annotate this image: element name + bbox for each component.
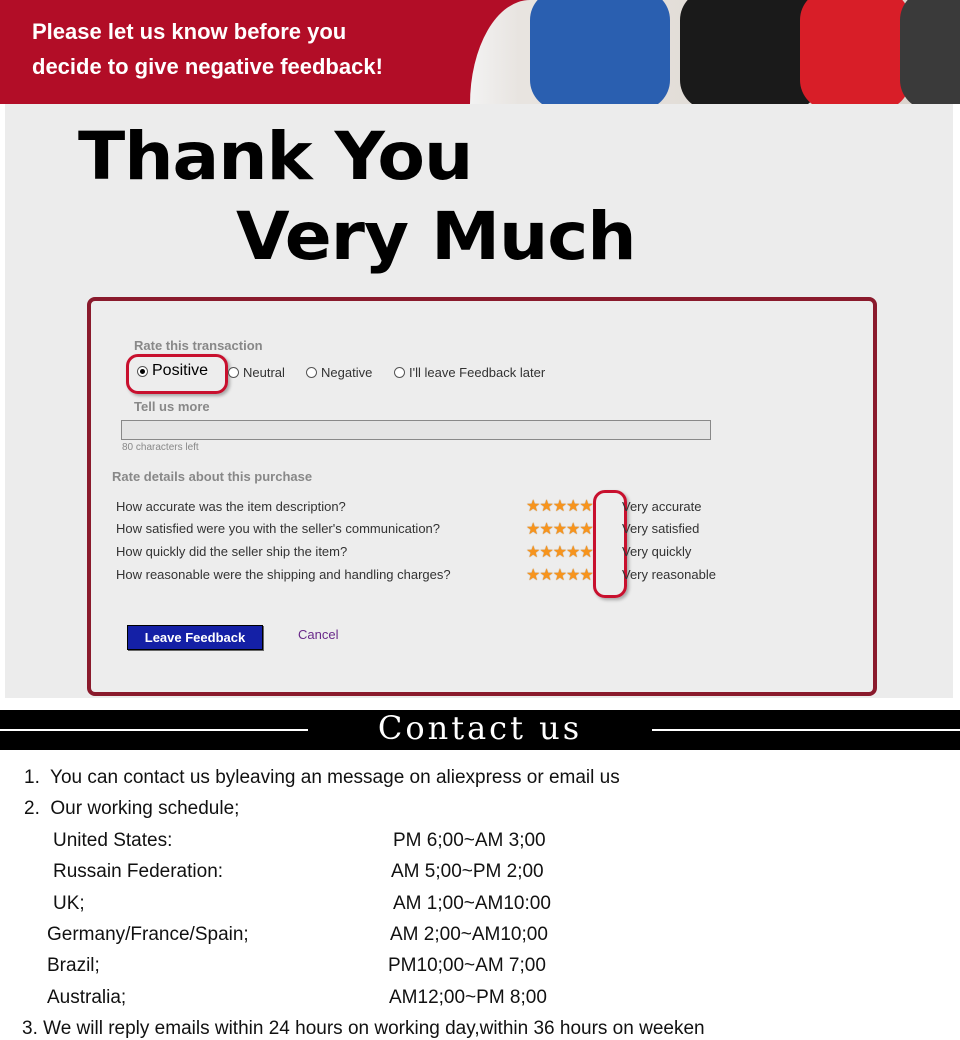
chars-left-counter: 80 characters left — [122, 442, 199, 453]
question-accuracy: How accurate was the item description? — [116, 499, 346, 514]
contact-item-1: 1. You can contact us byleaving an message on aliexpress or email us — [24, 767, 620, 788]
radio-neutral[interactable] — [228, 365, 285, 380]
answer-shipping-charges: Very reasonable — [622, 567, 716, 582]
leave-feedback-button[interactable]: Leave Feedback — [127, 625, 263, 650]
radio-later-label: I'll leave Feedback later — [409, 365, 546, 380]
radio-negative[interactable] — [306, 365, 372, 380]
radio-later[interactable] — [394, 365, 545, 380]
contact-header-bar — [0, 710, 960, 750]
radio-neutral-dot[interactable] — [228, 367, 239, 378]
radio-negative-dot[interactable] — [306, 367, 317, 378]
schedule-hours: PM 6;00~AM 3;00 — [393, 830, 546, 851]
schedule-hours: AM 1;00~AM10:00 — [393, 893, 551, 914]
question-shipping-speed: How quickly did the seller ship the item? — [116, 544, 348, 559]
schedule-hours: AM 5;00~PM 2;00 — [391, 861, 544, 882]
very-much-heading: Very Much — [236, 198, 636, 275]
schedule-region: Germany/France/Spain; — [47, 924, 249, 945]
person-image — [800, 0, 910, 104]
question-communication: How satisfied were you with the seller's communication? — [116, 521, 441, 536]
rate-transaction-label: Rate this transaction — [134, 338, 263, 353]
schedule-region: Australia; — [47, 987, 127, 1008]
answer-accuracy: Very accurate — [622, 499, 702, 514]
banner-message — [32, 14, 383, 84]
contact-item-3: 3. We will reply emails within 24 hours on working day,within 36 hours on weeken — [22, 1018, 705, 1039]
schedule-hours: AM12;00~PM 8;00 — [389, 987, 547, 1008]
radio-positive[interactable] — [137, 362, 208, 380]
schedule-region: Brazil; — [47, 955, 100, 976]
answer-shipping-speed: Very quickly — [622, 544, 692, 559]
contact-title: Contact us — [377, 709, 583, 747]
schedule-region: UK; — [53, 893, 85, 914]
star-rating-shipping-charges[interactable]: ★★★★★ — [526, 567, 593, 584]
person-image — [680, 0, 820, 104]
person-image — [900, 0, 960, 104]
banner-line-2: decide to give negative feedback! — [32, 54, 383, 79]
schedule-region: Russain Federation: — [53, 861, 224, 882]
banner-line-1: Please let us know before you — [32, 19, 347, 44]
star-rating-shipping-speed[interactable]: ★★★★★ — [526, 544, 593, 561]
feedback-comment-input[interactable] — [121, 420, 711, 440]
contact-item-2: 2. Our working schedule; — [24, 798, 240, 819]
schedule-region: United States: — [53, 830, 173, 851]
thank-you-heading: Thank You — [78, 118, 473, 195]
cancel-link[interactable]: Cancel — [298, 627, 339, 642]
radio-negative-label: Negative — [321, 365, 373, 380]
top-banner — [0, 0, 960, 104]
rate-details-label: Rate details about this purchase — [112, 469, 313, 484]
radio-later-dot[interactable] — [394, 367, 405, 378]
tell-more-label: Tell us more — [134, 399, 210, 414]
answer-communication: Very satisfied — [622, 521, 700, 536]
question-shipping-charges: How reasonable were the shipping and handling charges? — [116, 567, 451, 582]
star-rating-communication[interactable]: ★★★★★ — [526, 521, 593, 538]
person-image — [530, 0, 670, 104]
star-rating-accuracy[interactable]: ★★★★★ — [526, 498, 593, 515]
schedule-hours: PM10;00~AM 7;00 — [388, 955, 546, 976]
schedule-hours: AM 2;00~AM10;00 — [390, 924, 548, 945]
radio-positive-dot[interactable] — [137, 366, 148, 377]
radio-neutral-label: Neutral — [243, 365, 285, 380]
radio-positive-label: Positive — [152, 362, 209, 379]
banner-photo — [470, 0, 960, 104]
